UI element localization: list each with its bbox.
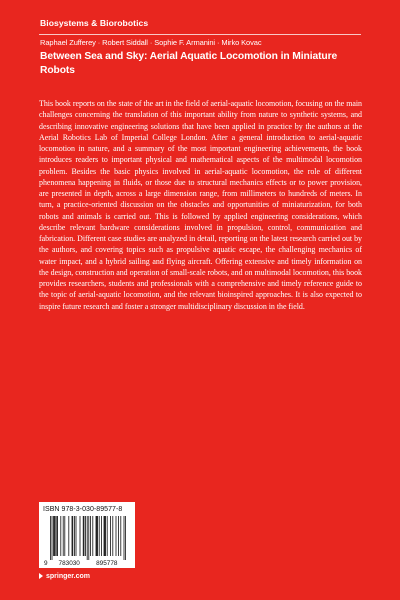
barcode-bar (96, 516, 97, 556)
barcode-bar (56, 516, 57, 556)
barcode-bar (112, 516, 113, 556)
barcode-digits: 783030 (58, 560, 80, 566)
series-name: Biosystems & Biorobotics (40, 18, 149, 28)
barcode-bar (124, 516, 125, 560)
barcode-bar (83, 516, 84, 556)
isbn-barcode-panel (39, 502, 135, 568)
barcode-bar (104, 516, 105, 556)
barcode-bar (60, 516, 61, 556)
barcode-bar (104, 516, 105, 556)
barcode-bar (101, 516, 102, 556)
barcode-bar (72, 516, 73, 556)
barcode-bar (97, 516, 98, 556)
barcode-bar (76, 516, 77, 556)
barcode-bar (85, 516, 86, 556)
barcode-bar (92, 516, 93, 556)
barcode-bar (74, 516, 75, 556)
barcode-bar (120, 516, 121, 556)
book-title-line-2: Robots (40, 65, 75, 76)
barcode-image (43, 516, 131, 566)
book-description: This book reports on the state of the art in the field of aerial-aquatic locomotion, focusing on the main challenges concerning the translation of this important ability from nature to synthetic systems, and describing innovative engineering solutions that have been applied in practice by the authors at the Aerial Robotics Lab of Imperial College London. After a general introduction to aerial-aquatic locomotion in nature, and a summary of the most important engineering achievements, the book introduces readers to important physical and mathematical aspects of the multimodal locomotion problem. Besides the basic physics involved in aerial-aquatic locomotion, the role of different phenomena happening in fluids, or those due to structural mechanics effects or to power provision, are presented in depth, across a large dimension range, from millimeters to hundreds of meters. In turn, a practice-oriented discussion on the obstacles and opportunities of miniaturization, for both robots and animals is carried out. This is followed by applied engineering considerations, which describe relevant hardware considerations involved in propulsion, control, communication and fabrication. Different case studies are analyzed in detail, reporting on the latest research carried out by the authors, and covering topics such as propulsive aquatic escape, the challenging mechanics of water impact, and a hybrid sailing and flying aircraft. Offering extensive and timely information on the design, construction and operation of small-scale robots, and on multimodal locomotion, this book provides researchers, students and professionals with a comprehensive and timely reference guide to the topic of aerial-aquatic locomotion, and the relevant bioinspired approaches. It is also expected to inspire future research and foster a stronger multidisciplinary discussion in the field. (39, 99, 362, 311)
barcode-bar (110, 516, 111, 556)
barcode-bar (68, 516, 69, 556)
barcode-bar (107, 516, 108, 556)
barcode-bar (90, 516, 91, 556)
barcode-bar (96, 516, 97, 556)
publisher-website[interactable] (39, 573, 90, 580)
barcode-bar (116, 516, 117, 556)
barcode-bar (99, 516, 100, 556)
header-divider (39, 34, 361, 35)
barcode-bar (105, 516, 106, 556)
barcode-digits: 895778 (96, 560, 118, 566)
isbn-label: ISBN 978-3-030-89577-8 (43, 506, 123, 513)
barcode-bar (53, 516, 54, 556)
barcode-bar (50, 516, 51, 560)
barcode-digits: 9 (44, 560, 48, 566)
book-title (40, 50, 340, 78)
barcode-bar (125, 516, 126, 560)
barcode-bar (80, 516, 81, 556)
arrow-right-icon (39, 573, 43, 579)
barcode-bar (63, 516, 64, 556)
barcode-bar (87, 516, 88, 560)
barcode-bar (84, 516, 85, 556)
publisher-website-label: springer.com (46, 573, 90, 580)
book-title-line-1: Between Sea and Sky: Aerial Aquatic Locomotion in Miniature (40, 51, 338, 62)
barcode-bar (118, 516, 119, 556)
barcode-bar (57, 516, 58, 556)
barcode-bar (72, 516, 73, 556)
barcode-bar (88, 516, 89, 560)
barcode-bar (54, 516, 55, 556)
barcode-bar (52, 516, 53, 560)
barcode-bar (55, 516, 56, 556)
barcode-bar (64, 516, 65, 556)
author-list: Raphael Zufferey · Robert Siddall · Sophie F. Armanini · Mirko Kovac (40, 38, 262, 47)
